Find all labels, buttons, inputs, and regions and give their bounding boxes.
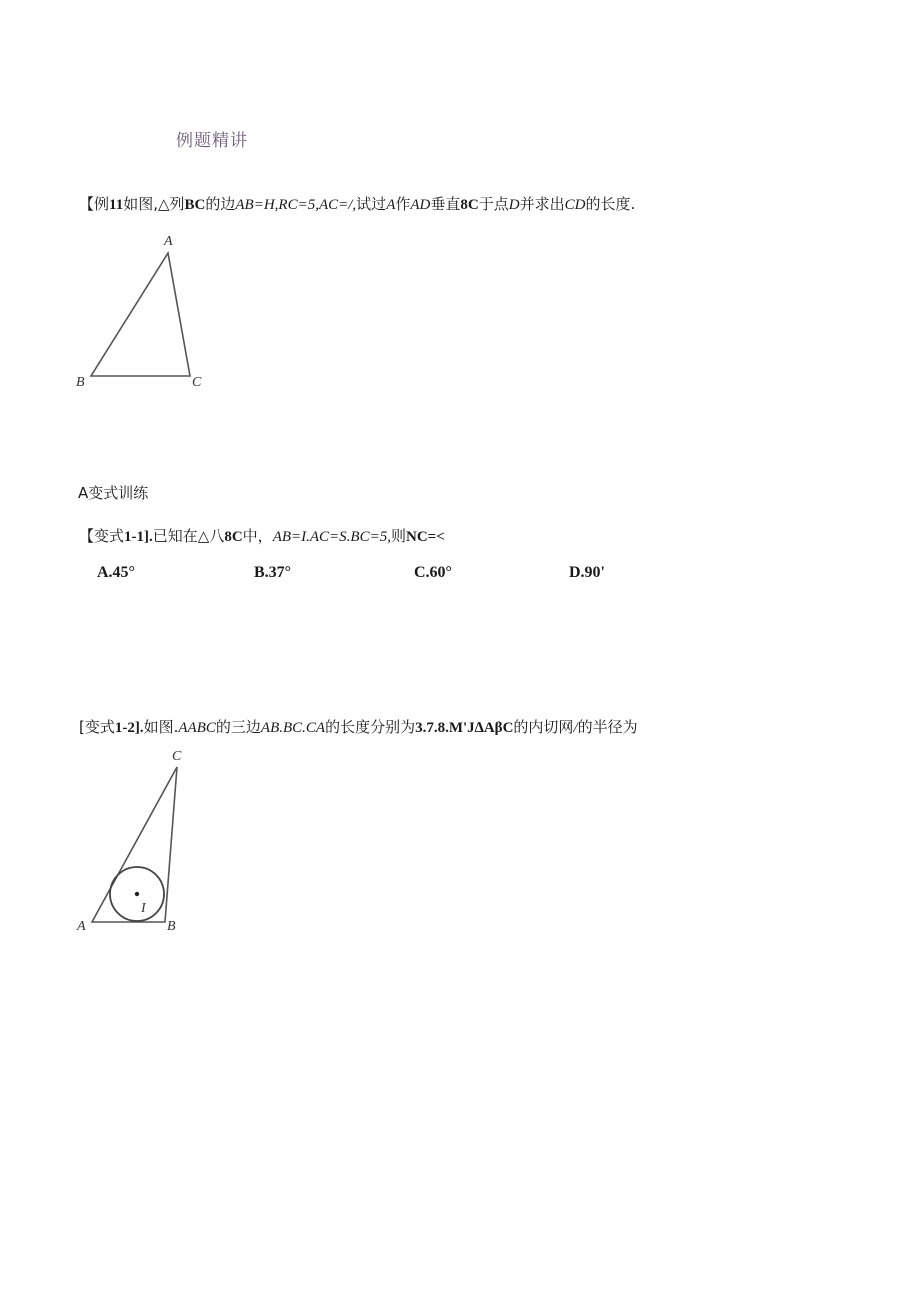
incenter-point [135, 892, 139, 896]
vertex-label-b: B [76, 375, 85, 390]
math: AB.BC.CA [260, 720, 326, 736]
variant-1-2-text [79, 717, 638, 738]
option-b: B.37° [254, 564, 292, 581]
text: 如图. [143, 718, 179, 736]
incenter-label-i: I [141, 901, 146, 916]
math: AB=H,RC=5,AC=/, [235, 197, 357, 213]
text: 中， [242, 527, 273, 545]
math: D [508, 197, 520, 213]
text: [变式 [79, 718, 115, 736]
text: 并求出 [519, 195, 565, 213]
triangle-incircle-figure [70, 742, 200, 942]
text: 垂直 [430, 195, 461, 213]
text: 1-2]. [114, 720, 144, 736]
math: AD [410, 197, 431, 213]
text: 【变式 [79, 527, 125, 545]
text: BC [184, 197, 206, 213]
math: CD [564, 197, 586, 213]
text: 的半径为 [577, 718, 638, 736]
text: 8C [224, 529, 243, 545]
example-1-text [79, 194, 635, 215]
text: 如图, [123, 195, 158, 213]
triangle-figure-1 [70, 228, 230, 398]
triangle-abc [91, 253, 190, 376]
option-c: C.60° [414, 564, 452, 581]
vertex-label-c: C [192, 375, 202, 390]
text: 3.7.8.M'J∆AβC [415, 720, 514, 736]
text: NC=< [405, 529, 445, 545]
text: 8C [460, 197, 479, 213]
section-title: 例题精讲 [176, 131, 248, 151]
text: 1-1]. [124, 529, 153, 545]
text: 试过 [356, 195, 387, 213]
text: 11 [109, 197, 124, 213]
vertex-label-a: A [77, 919, 86, 934]
text: 作 [395, 195, 411, 213]
math: AB=I.AC=S.BC=5, [272, 529, 391, 545]
text: 的边 [205, 195, 236, 213]
vertex-label-c: C [172, 749, 182, 764]
variant-heading: A变式训练 [78, 484, 149, 502]
option-d: D.90' [569, 564, 605, 581]
text: △列 [157, 195, 185, 213]
text: 于点 [478, 195, 509, 213]
vertex-label-b: B [167, 919, 176, 934]
math: A [386, 197, 396, 213]
text: △八 [197, 527, 225, 545]
text: 已知在 [152, 527, 198, 545]
math: AABC [178, 720, 216, 736]
text: 则 [390, 527, 406, 545]
text: 的内切网 [513, 718, 574, 736]
text: 的长度分别为 [325, 718, 416, 736]
option-a: A.45° [97, 564, 135, 581]
vertex-label-a: A [164, 234, 173, 249]
text: 的三边 [215, 718, 261, 736]
math: / [573, 720, 578, 736]
text: 的长度. [585, 195, 636, 213]
variant-1-1-text [79, 526, 445, 547]
text: 【例 [79, 195, 110, 213]
